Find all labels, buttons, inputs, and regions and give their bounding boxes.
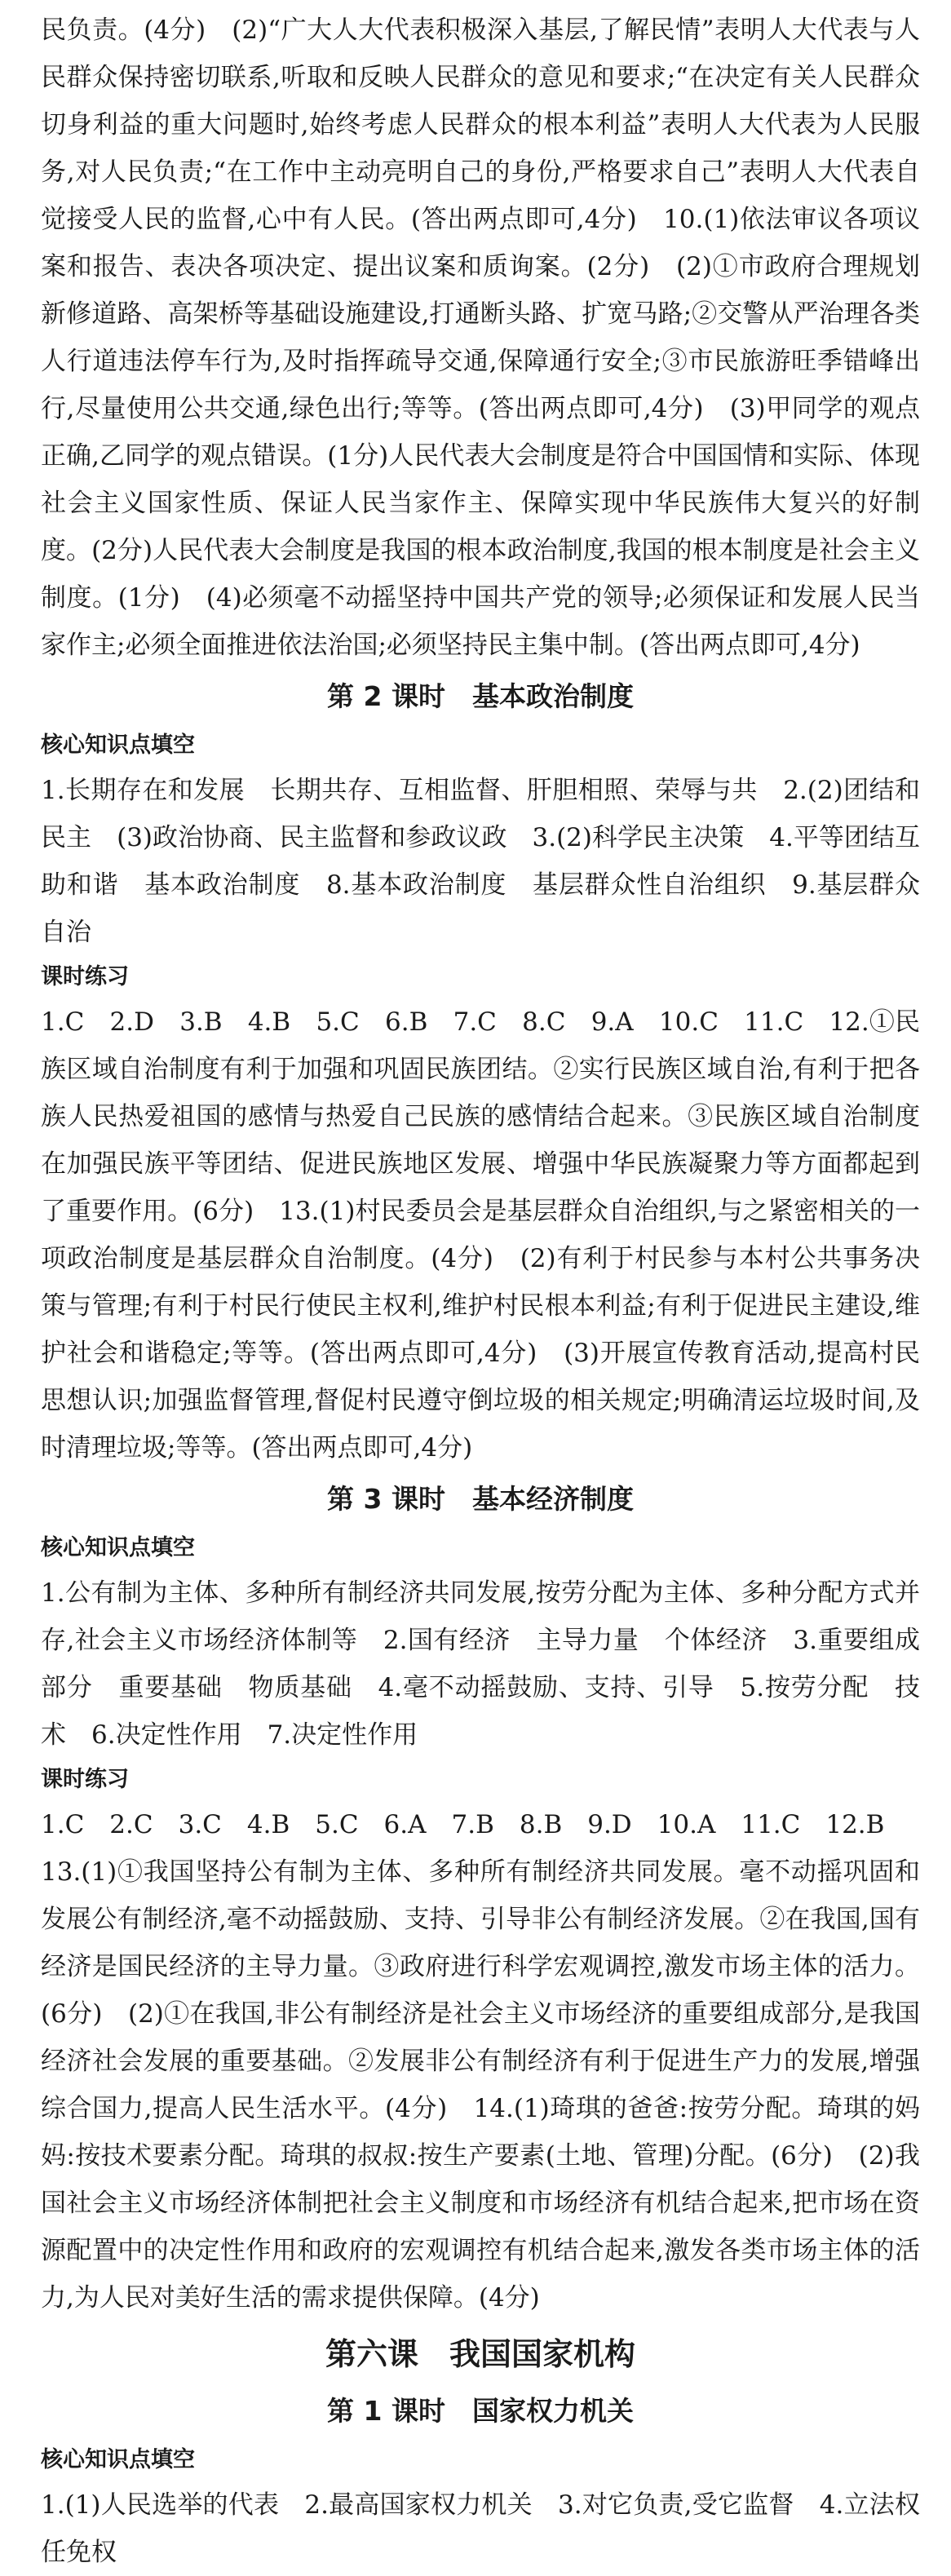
section-heading-core-knowledge: 核心知识点填空 <box>41 733 195 758</box>
section-heading-core-knowledge: 核心知识点填空 <box>41 1535 195 1560</box>
lesson-title-economic-system: 第 3 课时 基本经济制度 <box>327 1483 634 1515</box>
chapter-title: 第六课 我国国家机构 <box>325 2336 635 2372</box>
answer-paragraph-rights: 民负责。(4分) (2)“广大人大代表积极深入基层,了解民情”表明人大代表与人民群众保持密切联系,听取和反映人民群众的意见和要求;“在决定有关人民群众切身利益的重大问题时,始终考虑人民群众的根本利益”表明人大代表为人民服务,对人民负责;“在工作中主动亮明自己的身份,严格要求自己”表明人大代表自觉接受人民的监督,心中有人民。(答出两点即可,4分) 10.(1)依法审议各项议案和报告、表决各项决定、提出议案和质询案。(2分) (2)①市政府合理规划新修道路、高架桥等基础设施建设,打通断头路、扩宽马路;②交警从严治理各类人行道违法停车行为,及时指挥疏导交通,保障通行安全;③市民旅游旺季错峰出行,尽量使用公共交通,绿色出行;等等。(答出两点即可,4分) (3)甲同学的观点正确,乙同学的观点错误。(1分)人民代表大会制度是符合中国国情和实际、体现社会主义国家性质、保证人民当家作主、保障实现中华民族伟大复兴的好制度。(2分)人民代表大会制度是我国的根本政治制度,我国的根本制度是社会主义制度。(1分) (4)必须毫不动摇坚持中国共产党的领导;必须保证和发展人民当家作主;必须全面推进依法治国;必须坚持民主集中制。(答出两点即可,4分) <box>41 15 920 660</box>
practice-answers: 1.C 2.D 3.B 4.B 5.C 6.B 7.C 8.C 9.A 10.C 11.C 12.①民族区域自治制度有利于加强和巩固民族团结。②实行民族区域自治,有利于把各族人民热爱祖国的感情与热爱自己民族的感情结合起来。③民族区域自治制度在加强民族平等团结、促进民族地区发展、增强中华民族凝聚力等方面都起到了重要作用。(6分) 13.(1)村民委员会是基层群众自治组织,与之紧密相关的一项政治制度是基层群众自治制度。(4分) (2)有利于村民参与本村公共事务决策与管理;有利于村民行使民主权利,维护村民根本利益;有利于促进民主建设,维护社会和谐稳定;等等。(答出两点即可,4分) (3)开展宣传教育活动,提高村民思想认识;加强监督管理,督促村民遵守倒垃圾的相关规定;明确清运垃圾时间,及时清理垃圾;等等。(答出两点即可,4分) <box>41 1007 920 1463</box>
choice-answers: 1.C 2.C 3.C 4.B 5.C 6.A 7.B 8.B 9.D 10.A 11.C 12.B <box>41 1810 885 1839</box>
section-heading-practice: 课时练习 <box>41 964 129 989</box>
section-heading-practice: 课时练习 <box>41 1767 129 1792</box>
answer-page <box>41 7 945 2576</box>
core-knowledge-answers: 1.公有制为主体、多种所有制经济共同发展,按劳分配为主体、多种分配方式并存,社会主义市场经济体制等 2.国有经济 主导力量 个体经济 3.重要组成部分 重要基础 物质基础 4.毫不动摇鼓励、支持、引导 5.按劳分配 技术 6.决定性作用 7.决定性作用 <box>41 1578 920 1750</box>
lesson-title-state-power: 第 1 课时 国家权力机关 <box>327 2395 634 2427</box>
core-knowledge-answers: 1.(1)人民选举的代表 2.最高国家权力机关 3.对它负责,受它监督 4.立法权 任免权 <box>41 2490 945 2567</box>
core-knowledge-answers: 1.长期存在和发展 长期共存、互相监督、肝胆相照、荣辱与共 2.(2)团结和民主 (3)政治协商、民主监督和参政议政 3.(2)科学民主决策 4.平等团结互助和谐 基本政治制度 8.基本政治制度 基层群众性自治组织 9.基层群众自治 <box>41 776 920 947</box>
section-heading-core-knowledge: 核心知识点填空 <box>41 2447 195 2472</box>
lesson-title-political-system: 第 2 课时 基本政治制度 <box>327 680 634 712</box>
practice-answers: 13.(1)①我国坚持公有制为主体、多种所有制经济共同发展。毫不动摇巩固和发展公有制经济,毫不动摇鼓励、支持、引导非公有制经济发展。②在我国,国有经济是国民经济的主导力量。③政府进行科学宏观调控,激发市场主体的活力。(6分) (2)①在我国,非公有制经济是社会主义市场经济的重要组成部分,是我国经济社会发展的重要基础。②发展非公有制经济有利于促进生产力的发展,增强综合国力,提高人民生活水平。(4分) 14.(1)琦琪的爸爸:按劳分配。琦琪的妈妈:按技术要素分配。琦琪的叔叔:按生产要素(土地、管理)分配。(6分) (2)我国社会主义市场经济体制把社会主义制度和市场经济有机结合起来,把市场在资源配置中的决定性作用和政府的宏观调控有机结合起来,激发各类市场主体的活力,为人民对美好生活的需求提供保障。(4分) <box>41 1857 920 2313</box>
